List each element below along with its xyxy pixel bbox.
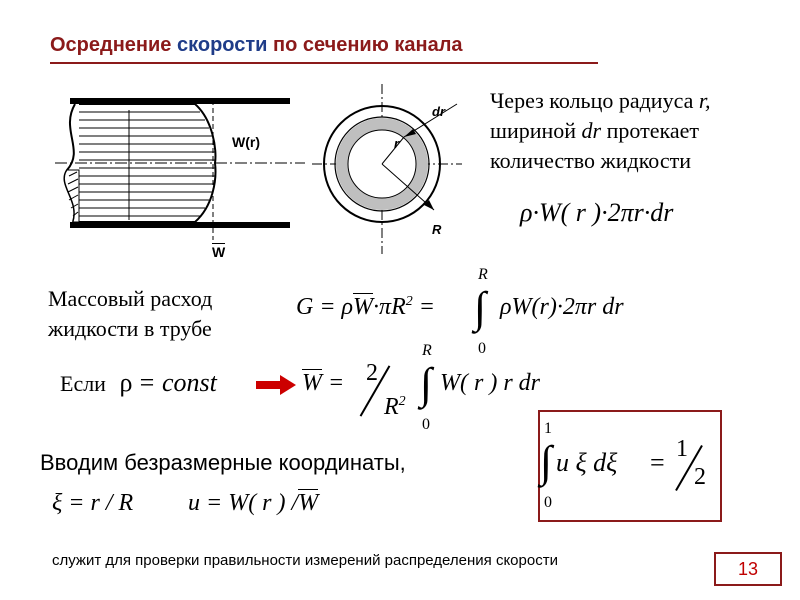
- boxed-num: 1: [676, 436, 688, 462]
- wbar-integral-sign: ∫: [420, 359, 433, 408]
- dr-label: dr: [432, 104, 445, 119]
- title-part1: Осреднение: [50, 34, 177, 56]
- rho-symbol: ρ: [119, 368, 133, 397]
- wbar-equation: [302, 370, 344, 397]
- wbar-label-text: W: [212, 244, 226, 260]
- red-arrow-icon: [256, 374, 296, 396]
- wbar-integral-lower: 0: [422, 416, 430, 433]
- wbar-label: [212, 244, 225, 260]
- mass-integral-upper: R: [478, 266, 488, 283]
- wbar-fraction-den: [384, 394, 406, 421]
- title-highlight: скорости: [176, 34, 268, 56]
- mass-flow-line2: жидкости в трубе: [48, 316, 212, 341]
- boxed-integral-sign: ∫: [540, 437, 553, 486]
- title-underline: [50, 62, 598, 64]
- boxed-eq: =: [650, 448, 665, 477]
- wbar-den-sq: 2: [398, 394, 406, 409]
- ring-explanation: [490, 86, 790, 176]
- title-part2: по сечению канала: [267, 34, 463, 56]
- wr-label: W(r): [232, 134, 260, 150]
- boxed-integral-lower: 0: [544, 494, 552, 511]
- page-title: [50, 34, 463, 57]
- if-const: [60, 368, 217, 399]
- ring-line1-text: Через кольцо радиуса: [490, 88, 694, 113]
- ring-line1-var: r,: [698, 88, 711, 113]
- ring-formula: ρ·W( r )·2πr·dr: [520, 198, 674, 227]
- ring-line2b-text: протекает: [606, 118, 699, 143]
- boxed-integral-upper: 1: [544, 420, 552, 437]
- wbar-eq-eq: =: [322, 370, 345, 396]
- mass-eq-eq: =: [412, 294, 435, 320]
- mass-eq-mid: ·πR: [373, 294, 406, 320]
- u-eq-lhs: u = W( r ) /: [188, 490, 299, 516]
- mass-flow-equation: [296, 294, 435, 321]
- mass-integral-sign: ∫: [474, 283, 487, 332]
- ring-line2-var: dr: [581, 118, 602, 143]
- const-text: = const: [137, 368, 217, 397]
- mass-flow-text: [48, 284, 212, 344]
- wbar-eq-wbar: W: [302, 370, 322, 396]
- page-number: 13: [714, 552, 782, 586]
- pipe-velocity-diagram: [55, 90, 305, 270]
- R-label: R: [432, 222, 442, 237]
- mass-eq-sq: 2: [405, 294, 413, 309]
- mass-eq-wbar: W: [353, 294, 374, 320]
- u-equation: [188, 490, 318, 517]
- ring-line3: количество жидкости: [490, 148, 691, 173]
- boxed-den: 2: [694, 464, 706, 490]
- mass-integrand: ρW(r)·2πr dr: [500, 294, 624, 320]
- xi-equation: ξ = r / R: [52, 490, 134, 516]
- footer-text: служит для проверки правильности измерений распределения скорости: [52, 552, 558, 569]
- wbar-integrand: W( r ) r dr: [440, 370, 540, 396]
- if-text: Если: [60, 371, 106, 396]
- mass-integral-lower: 0: [478, 340, 486, 357]
- u-eq-wbar: W: [298, 490, 319, 516]
- ring-line1: [490, 86, 790, 116]
- wbar-integral-upper: R: [422, 342, 432, 359]
- ring-line2a-text: шириной: [490, 118, 577, 143]
- r-label: r: [394, 136, 400, 151]
- mass-flow-line1: Массовый расход: [48, 286, 213, 311]
- mass-eq-lhs: G = ρ: [296, 294, 354, 320]
- wbar-fraction-num: 2: [366, 360, 378, 386]
- wbar-den: R: [384, 394, 399, 420]
- boxed-integrand: u ξ dξ: [556, 448, 618, 477]
- dimless-heading: Вводим безразмерные координаты,: [40, 450, 406, 475]
- ring-line2: [490, 116, 790, 146]
